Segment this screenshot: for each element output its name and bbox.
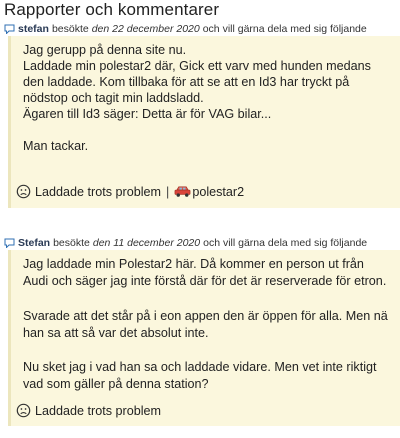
status-label: Laddade trots problem	[35, 403, 162, 418]
comment-date: den 11 december 2020	[92, 237, 201, 249]
comment-verb: besökte	[53, 237, 90, 249]
comment-bubble-icon	[4, 24, 15, 34]
comment-status	[16, 184, 244, 199]
section-title: Rapporter och kommentarer	[4, 0, 220, 19]
status-label: Laddade trots problem	[35, 184, 162, 199]
comment-date: den 22 december 2020	[91, 23, 200, 35]
comment-author[interactable]: stefan	[18, 23, 49, 35]
comment-status	[16, 403, 161, 418]
status-separator: |	[166, 184, 170, 199]
comment-header	[4, 237, 367, 249]
comment-header	[4, 23, 367, 35]
sad-face-icon	[16, 403, 31, 418]
comment-intro: och vill gärna dela med sig följande	[202, 23, 367, 35]
comment-author[interactable]: Stefan	[18, 237, 51, 249]
comment-text: Jag laddade min Polestar2 här. Då kommer en person ut från Audi och säger jag inte förstå där för det är reserverade för etron. Svarade att det står på i eon appen den är öppen för alla. Men nä han sa att så var det absolut inte. Nu sket jag i vad han sa och laddade vidare. Men vet inte riktigt vad som gäller på denna station?	[23, 257, 388, 392]
comment-bubble-icon	[4, 238, 15, 248]
vehicle-label: polestar2	[192, 184, 245, 199]
comment-intro: och vill gärna dela med sig följande	[203, 237, 368, 249]
comment-verb: besökte	[51, 23, 89, 35]
comment-box	[8, 36, 400, 208]
sad-face-icon	[16, 184, 31, 199]
comment-box	[8, 250, 400, 426]
comment-text: Jag gerupp på denna site nu. Laddade min polestar2 där, Gick ett varv med hunden medans den laddade. Kom tillbaka för att se att en Id3 har tryckt på nödstop och tagit min laddsladd. Ägaren till Id3 säger: Detta är för VAG bilar... Man tackar.	[23, 43, 371, 153]
car-icon	[174, 185, 191, 198]
